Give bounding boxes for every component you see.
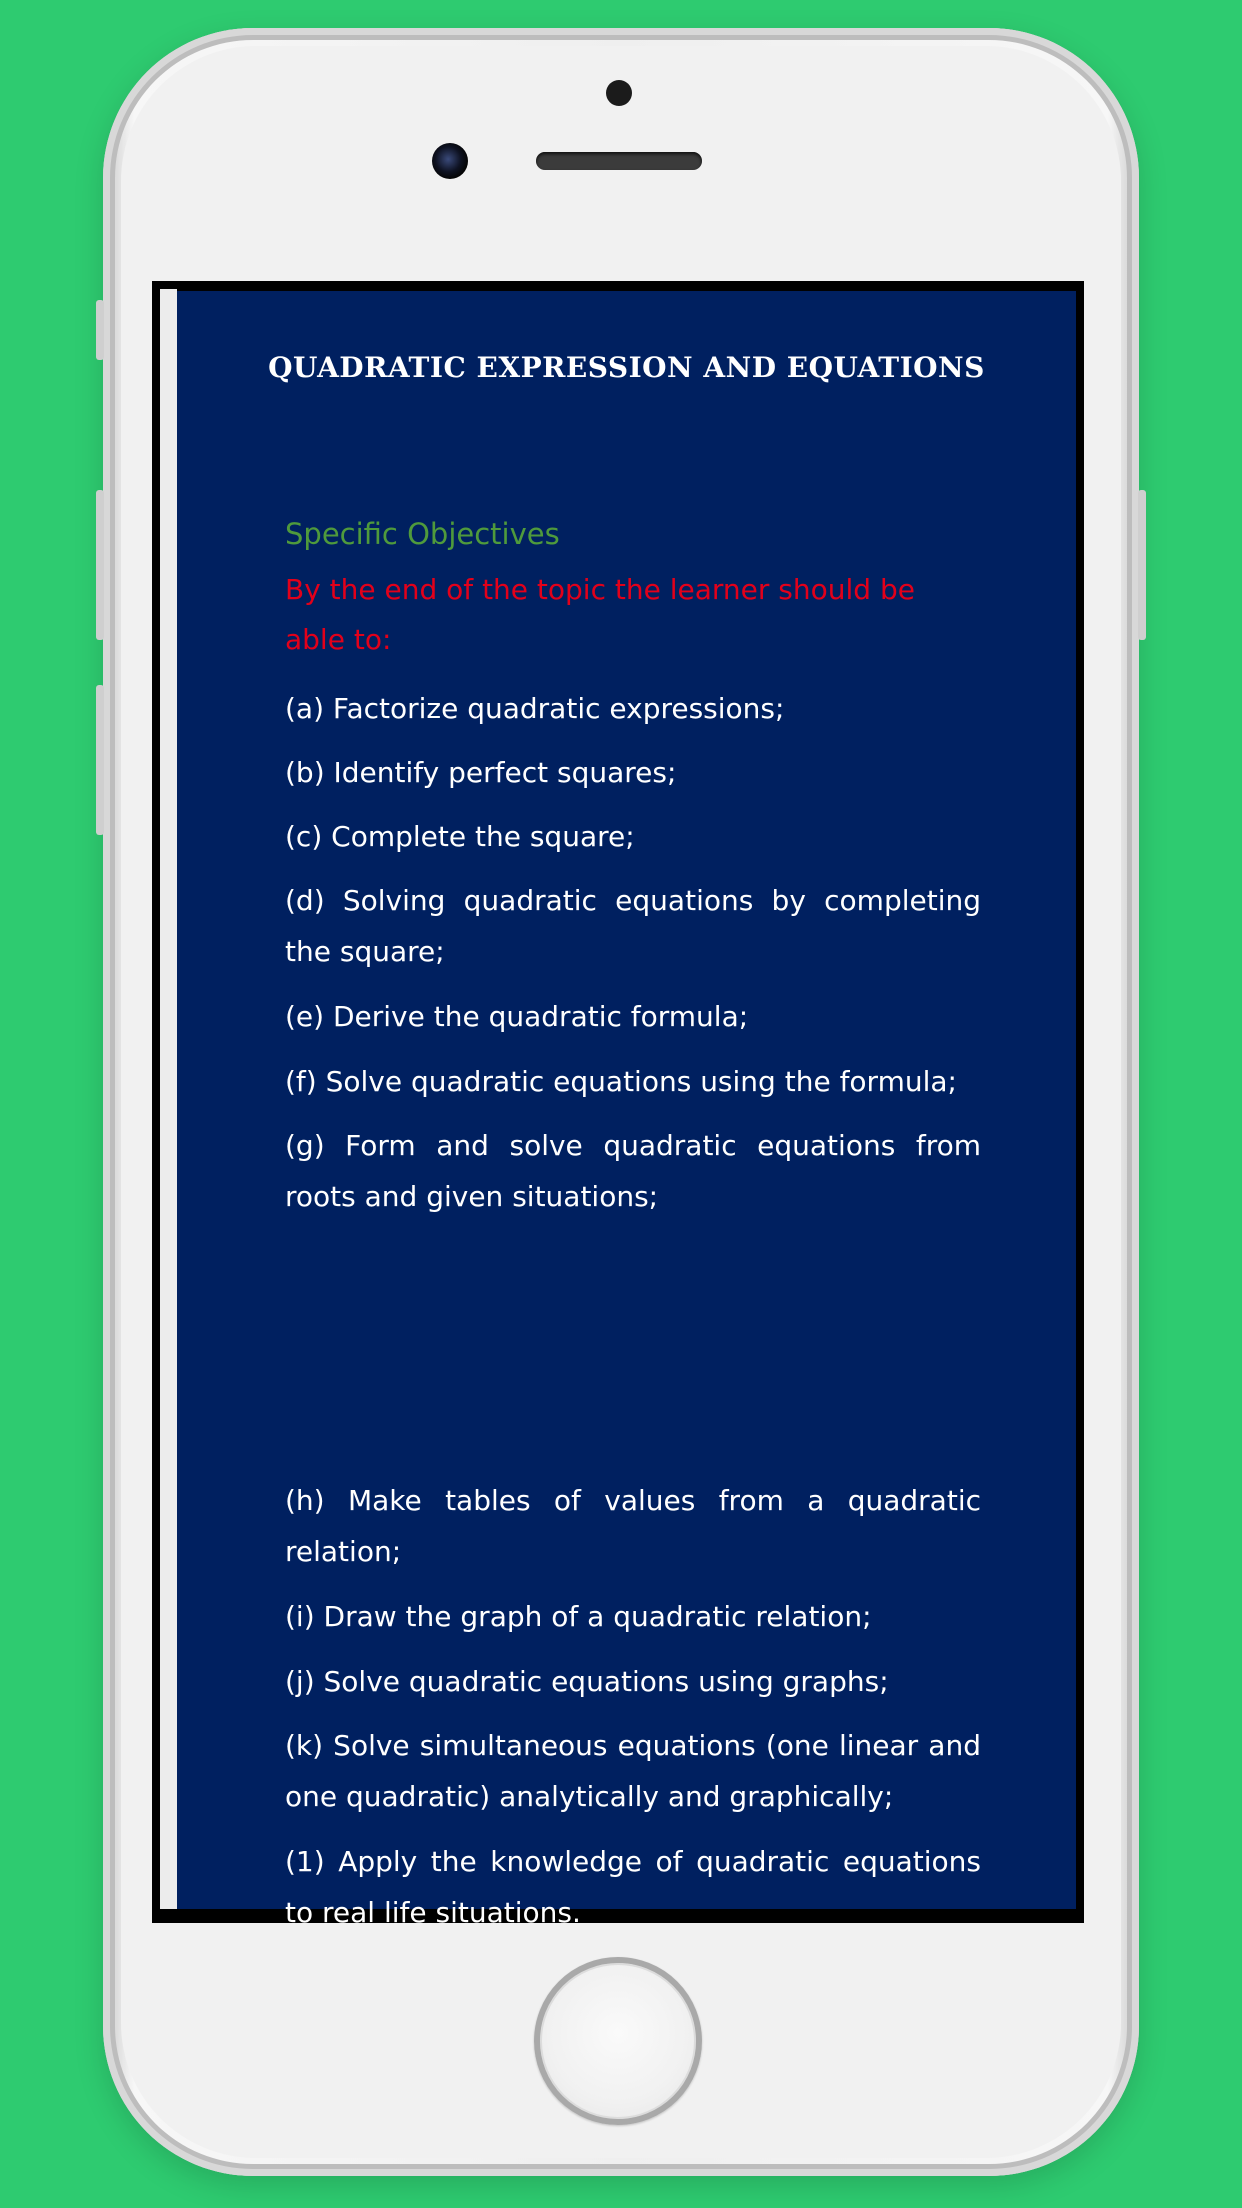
power-button[interactable] <box>1138 490 1146 640</box>
slide-page[interactable] <box>177 291 1076 1929</box>
home-button-icon[interactable] <box>534 1957 702 2125</box>
objective-f: (f) Solve quadratic equations using the formula; <box>285 1065 957 1098</box>
objective-h: (h) Make tables of values from a quadratic relation; <box>285 1484 981 1568</box>
objective-a: (a) Factorize quadratic expressions; <box>285 692 785 725</box>
objective-d: (d) Solving quadratic equations by completing the square; <box>285 884 981 968</box>
objective-b: (b) Identify perfect squares; <box>285 756 677 789</box>
objective-k: (k) Solve simultaneous equations (one linear and one quadratic) analytically and graphically; <box>285 1729 981 1813</box>
proximity-sensor-icon <box>606 80 632 106</box>
objective-i: (i) Draw the graph of a quadratic relation; <box>285 1600 872 1633</box>
objectives-heading: Specific Objectives <box>285 517 560 551</box>
page-title: QUADRATIC EXPRESSION AND EQUATIONS <box>268 351 985 384</box>
phone-screen[interactable] <box>152 281 1084 1929</box>
volume-down-button[interactable] <box>96 685 104 835</box>
camera-icon <box>432 143 468 179</box>
objective-e: (e) Derive the quadratic formula; <box>285 1000 749 1033</box>
objectives-intro: By the end of the topic the learner should be able to: <box>285 573 915 656</box>
speaker-grille-icon <box>536 152 702 170</box>
objective-c: (c) Complete the square; <box>285 820 635 853</box>
mute-switch-icon <box>96 300 104 360</box>
objective-g: (g) Form and solve quadratic equations from roots and given situations; <box>285 1129 981 1213</box>
volume-up-button[interactable] <box>96 490 104 640</box>
page-margin <box>160 289 177 1909</box>
objective-j: (j) Solve quadratic equations using graphs; <box>285 1665 889 1698</box>
objective-l: (1) Apply the knowledge of quadratic equations to real life situations. <box>285 1845 981 1929</box>
